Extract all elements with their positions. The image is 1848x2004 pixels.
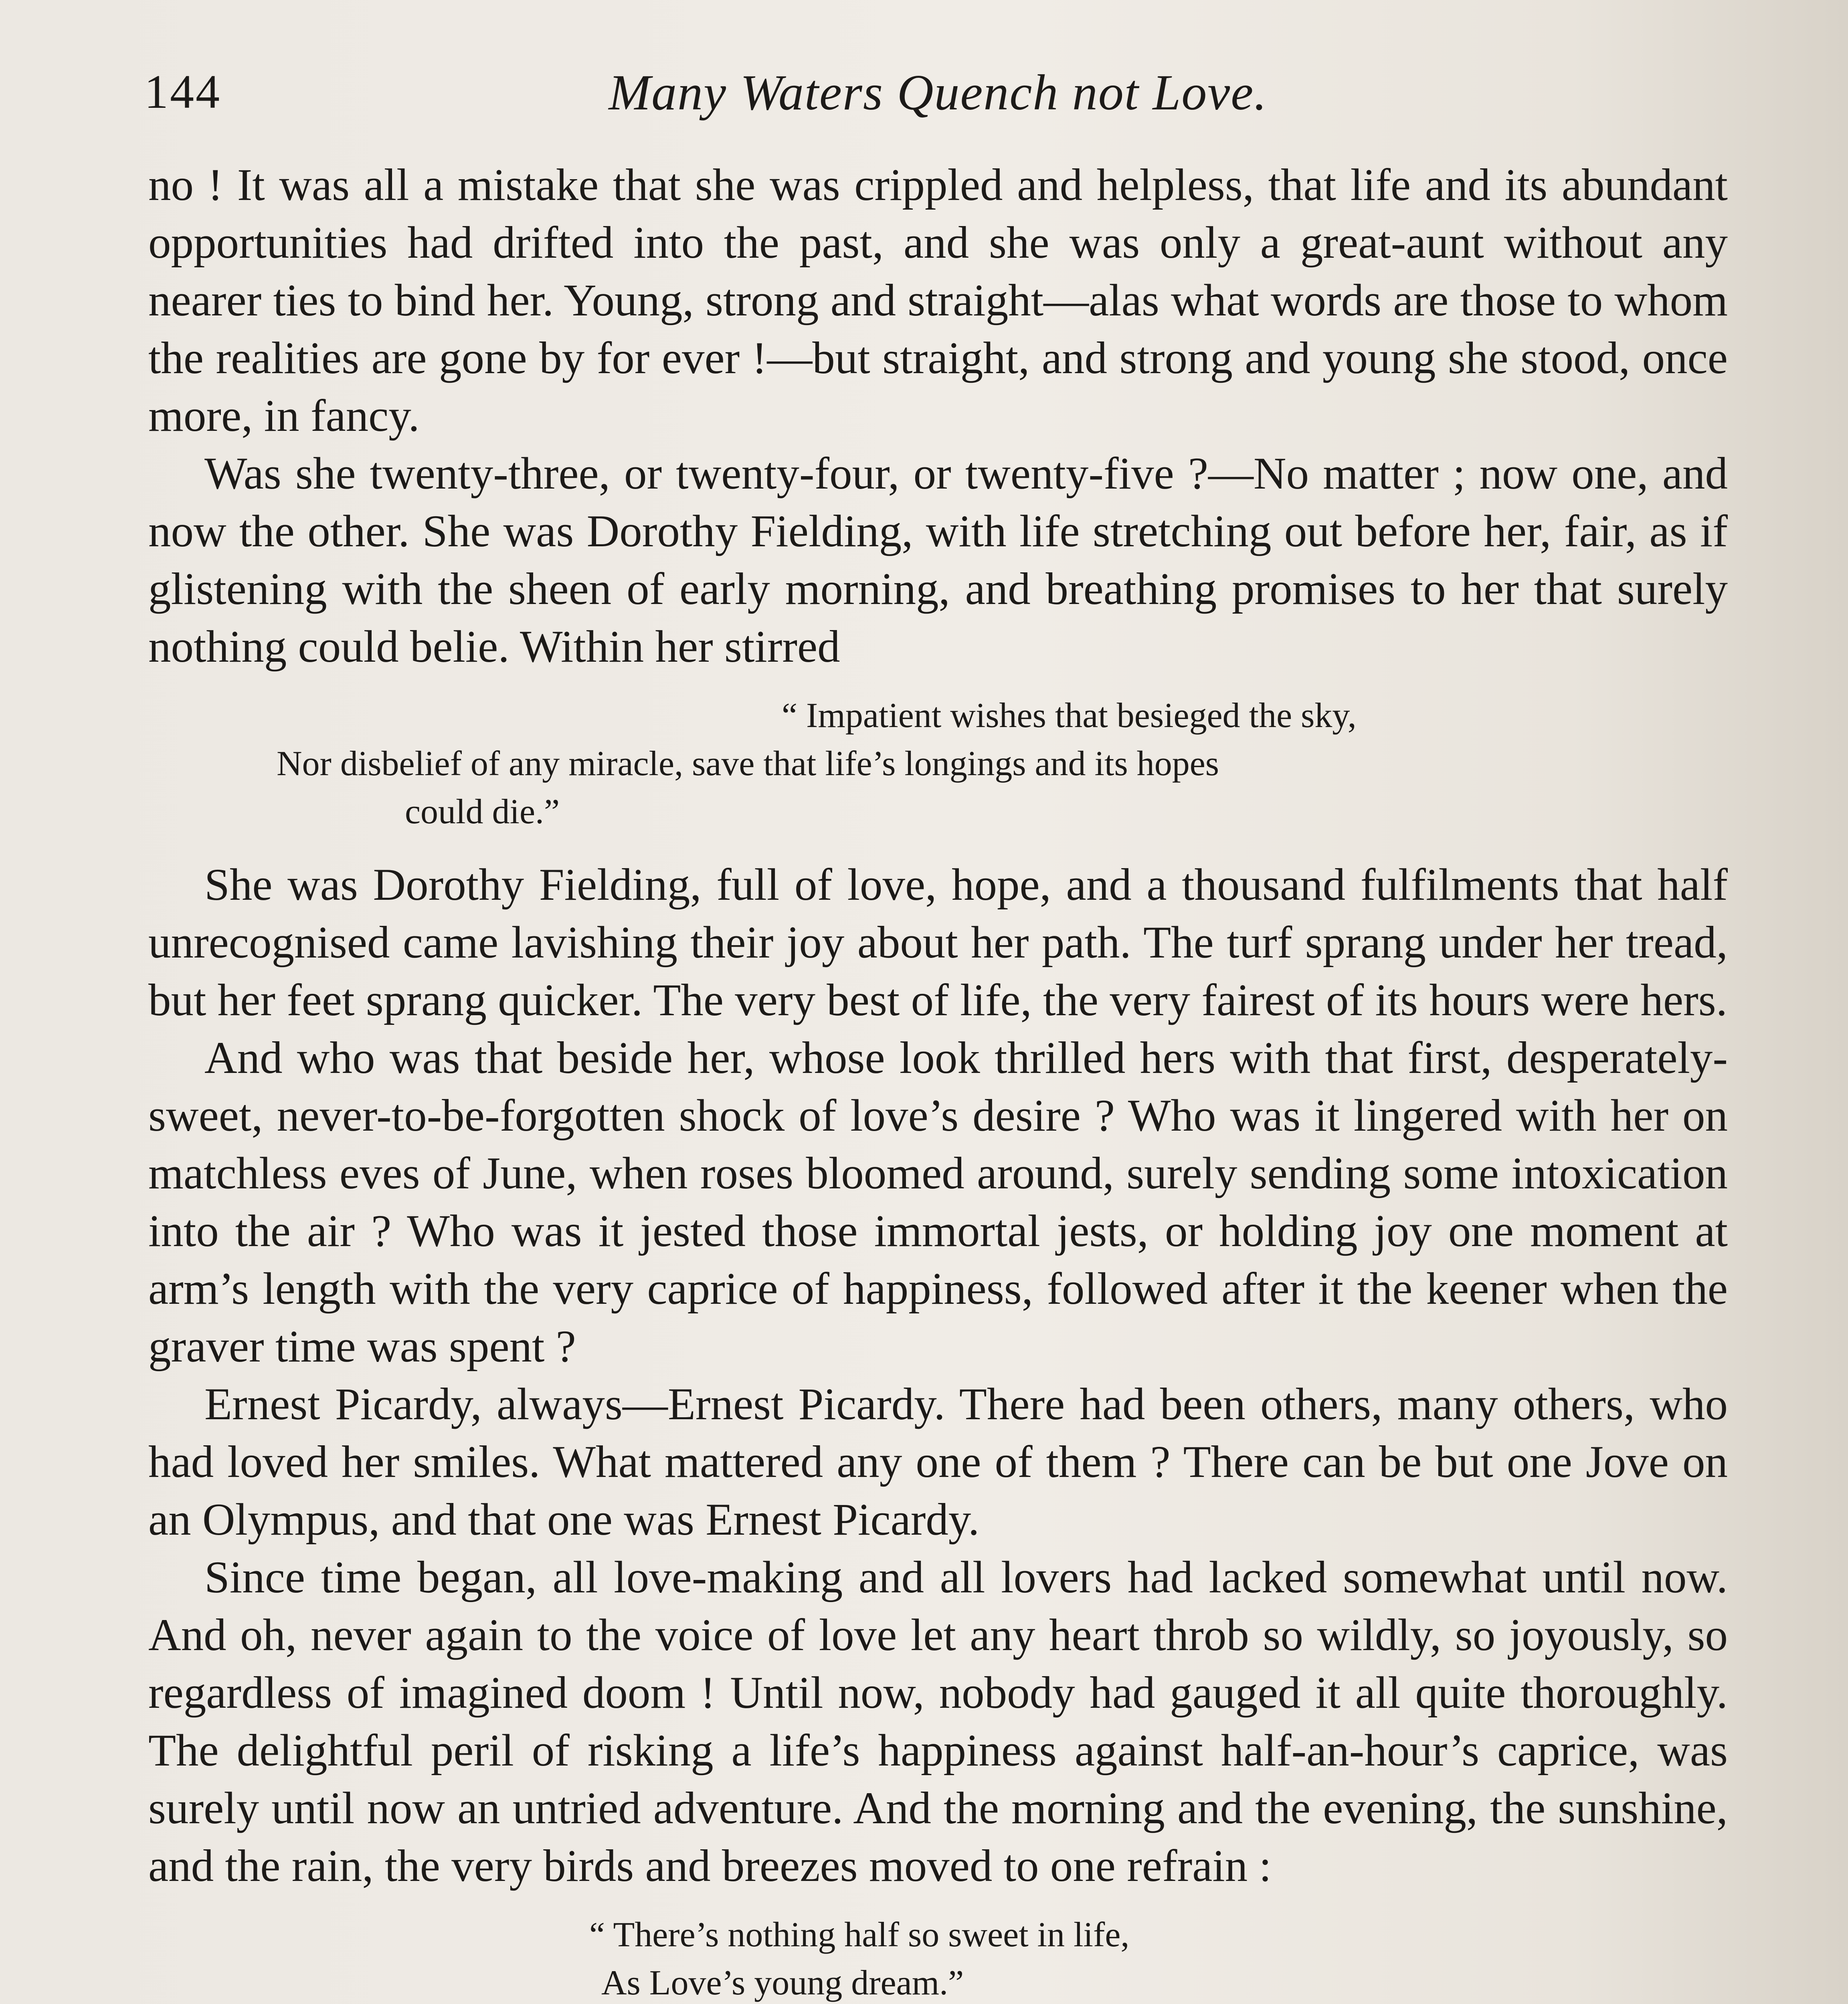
verse-line: “ Impatient wishes that besieged the sky, [782, 696, 1357, 735]
paragraph-3: She was Dorothy Fielding, full of love, hope, and a thousand fulfilments that half unrecognised came lavishing their joy about her path. The turf sprang under her tread, but her feet sprang quicker. The very best of life, the very fairest of its hours were hers. [148, 860, 1728, 1025]
paragraph-6: Since time began, all love-making and all lovers had lacked somewhat until now. And oh, never again to the voice of love let any heart throb so wildly, so joyously, so regardless of imagined doom ! Until now, nobody had gauged it all quite thoroughly. The delightful peril of risking a life’s happiness against half-an-hour’s caprice, was surely until now an untried adventure. And the morning and the evening, the sunshine, and the rain, the very birds and breezes moved to one refrain : [148, 1552, 1728, 1891]
paragraph-2: Was she twenty-three, or twenty-four, or twenty-five ?—No matter ; now one, and now the other. She was Dorothy Fielding, with life stretching out before her, fair, as if glistening with the sheen of early morning, and breathing promises to her that surely nothing could belie. Within her stirred [148, 448, 1728, 672]
verse-line: could die.” [405, 792, 560, 831]
page-header [144, 60, 1728, 156]
body-text [148, 156, 1728, 2004]
verse-quote-1 [148, 692, 1728, 836]
verse-line: “ There’s nothing half so sweet in life, [589, 1915, 1130, 1954]
paragraph-5: Ernest Picardy, always—Ernest Picardy. There had been others, many others, who had loved her smiles. What mattered any one of them ? There can be but one Jove on an Olympus, and that one was Ernest Picardy. [148, 1379, 1728, 1545]
paragraph-4: And who was that beside her, whose look thrilled hers with that first, desperately-sweet, never-to-be-forgotten shock of love’s desire ? Who was it lingered with her on matchless eves of June, when roses bloomed around, surely sending some intoxication into the air ? Who was it jested those immortal jests, or holding joy one moment at arm’s length with the very caprice of happiness, followed after it the keener when the graver time was spent ? [148, 1033, 1728, 1372]
running-title: Many Waters Quench not Love. [609, 65, 1268, 121]
book-page [144, 60, 1728, 2004]
verse-line: As Love’s young dream.” [601, 1964, 964, 2002]
paragraph-1: no ! It was all a mistake that she was crippled and helpless, that life and its abundant opportunities had drifted into the past, and she was only a great-aunt without any nearer ties to bind her. Young, strong and straight—alas what words are those to whom the realities are gone by for ever !—but straight, and strong and young she stood, once more, in fancy. [148, 160, 1728, 441]
verse-line: Nor disbelief of any miracle, save that life’s longings and its hopes [277, 744, 1219, 783]
verse-quote-2 [148, 1911, 1728, 2004]
page-number: 144 [144, 65, 221, 118]
